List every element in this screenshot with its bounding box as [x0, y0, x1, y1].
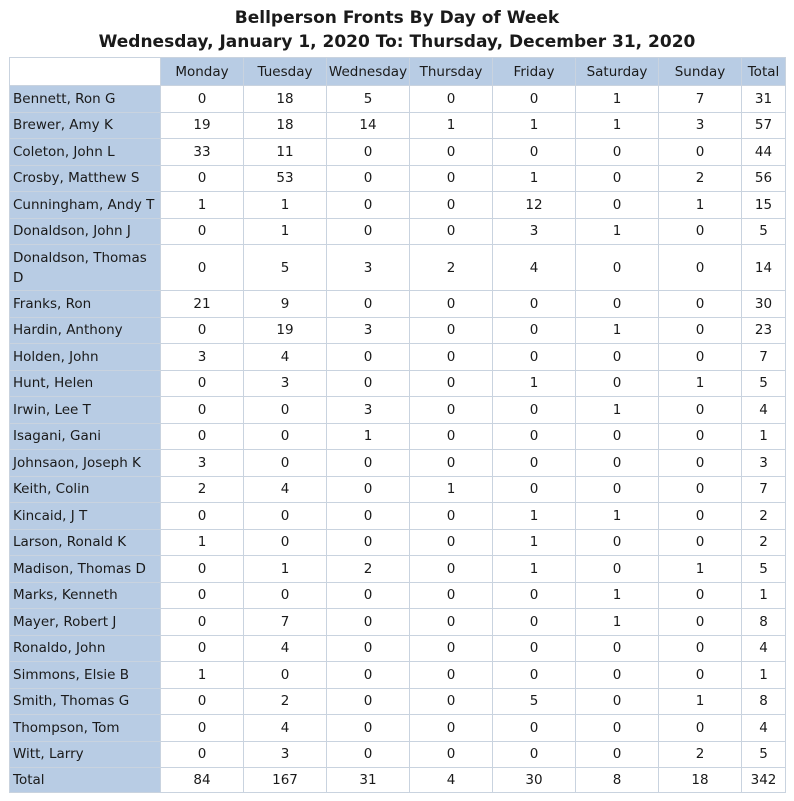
- report-title: Bellperson Fronts By Day of Week: [234, 8, 560, 28]
- value-cell: 0: [659, 529, 742, 556]
- value-cell: 1: [659, 556, 742, 583]
- value-cell: 0: [410, 715, 493, 742]
- row-name: Bennett, Ron G: [10, 86, 161, 113]
- value-cell: 0: [410, 556, 493, 583]
- table-row: [10, 556, 786, 583]
- value-cell: 1: [493, 112, 576, 139]
- value-cell: 18: [244, 112, 327, 139]
- value-cell: 2: [659, 165, 742, 192]
- value-cell: 0: [244, 423, 327, 450]
- value-cell: 0: [493, 291, 576, 318]
- total-cell: 8: [576, 768, 659, 793]
- table-row: [10, 370, 786, 397]
- value-cell: 0: [161, 423, 244, 450]
- value-cell: 11: [244, 139, 327, 166]
- value-cell: 0: [327, 662, 410, 689]
- value-cell: 0: [161, 317, 244, 344]
- value-cell: 1: [576, 609, 659, 636]
- value-cell: 0: [576, 476, 659, 503]
- row-name: Madison, Thomas D: [10, 556, 161, 583]
- value-cell: 0: [327, 218, 410, 245]
- value-cell: 56: [742, 165, 786, 192]
- value-cell: 0: [410, 609, 493, 636]
- value-cell: 5: [244, 245, 327, 291]
- row-name: Cunningham, Andy T: [10, 192, 161, 219]
- value-cell: 0: [161, 503, 244, 530]
- value-cell: 19: [161, 112, 244, 139]
- value-cell: 0: [659, 139, 742, 166]
- table-row: [10, 218, 786, 245]
- total-cell: 4: [410, 768, 493, 793]
- value-cell: 2: [742, 529, 786, 556]
- row-name: Keith, Colin: [10, 476, 161, 503]
- value-cell: 1: [244, 556, 327, 583]
- total-label: Total: [10, 768, 161, 793]
- table-row: [10, 582, 786, 609]
- table-row: [10, 476, 786, 503]
- value-cell: 0: [493, 86, 576, 113]
- value-cell: 4: [742, 715, 786, 742]
- value-cell: 0: [327, 741, 410, 768]
- value-cell: 2: [659, 741, 742, 768]
- value-cell: 19: [244, 317, 327, 344]
- value-cell: 1: [742, 582, 786, 609]
- value-cell: 0: [493, 450, 576, 477]
- value-cell: 8: [742, 688, 786, 715]
- value-cell: 0: [576, 529, 659, 556]
- value-cell: 3: [161, 450, 244, 477]
- row-name: Marks, Kenneth: [10, 582, 161, 609]
- value-cell: 0: [410, 218, 493, 245]
- value-cell: 3: [742, 450, 786, 477]
- value-cell: 0: [161, 609, 244, 636]
- value-cell: 0: [244, 503, 327, 530]
- value-cell: 0: [576, 344, 659, 371]
- value-cell: 0: [161, 370, 244, 397]
- value-cell: 0: [410, 635, 493, 662]
- row-name: Witt, Larry: [10, 741, 161, 768]
- value-cell: 12: [493, 192, 576, 219]
- value-cell: 33: [161, 139, 244, 166]
- value-cell: 0: [576, 741, 659, 768]
- value-cell: 7: [659, 86, 742, 113]
- table-row: [10, 529, 786, 556]
- value-cell: 0: [327, 139, 410, 166]
- row-name: Franks, Ron: [10, 291, 161, 318]
- table-row: [10, 139, 786, 166]
- value-cell: 0: [327, 529, 410, 556]
- value-cell: 3: [161, 344, 244, 371]
- value-cell: 0: [327, 688, 410, 715]
- value-cell: 5: [327, 86, 410, 113]
- table-row: [10, 291, 786, 318]
- value-cell: 0: [493, 344, 576, 371]
- value-cell: 0: [244, 450, 327, 477]
- value-cell: 1: [659, 370, 742, 397]
- value-cell: 0: [493, 476, 576, 503]
- value-cell: 0: [161, 86, 244, 113]
- value-cell: 2: [327, 556, 410, 583]
- value-cell: 0: [327, 344, 410, 371]
- value-cell: 1: [742, 662, 786, 689]
- value-cell: 0: [161, 715, 244, 742]
- row-name: Smith, Thomas G: [10, 688, 161, 715]
- value-cell: 7: [742, 476, 786, 503]
- value-cell: 0: [576, 556, 659, 583]
- value-cell: 0: [659, 450, 742, 477]
- value-cell: 1: [161, 192, 244, 219]
- value-cell: 1: [576, 582, 659, 609]
- value-cell: 1: [576, 112, 659, 139]
- value-cell: 0: [493, 317, 576, 344]
- total-cell: 342: [742, 768, 786, 793]
- value-cell: 0: [576, 688, 659, 715]
- value-cell: 0: [659, 582, 742, 609]
- value-cell: 1: [659, 688, 742, 715]
- value-cell: 1: [576, 503, 659, 530]
- value-cell: 1: [327, 423, 410, 450]
- value-cell: 0: [244, 662, 327, 689]
- value-cell: 4: [742, 397, 786, 424]
- table-row: [10, 503, 786, 530]
- row-name: Larson, Ronald K: [10, 529, 161, 556]
- value-cell: 1: [576, 397, 659, 424]
- table-row: [10, 165, 786, 192]
- value-cell: 0: [576, 139, 659, 166]
- table-row: [10, 86, 786, 113]
- value-cell: 15: [742, 192, 786, 219]
- value-cell: 57: [742, 112, 786, 139]
- row-name: Johnsaon, Joseph K: [10, 450, 161, 477]
- value-cell: 0: [161, 218, 244, 245]
- value-cell: 5: [742, 741, 786, 768]
- value-cell: 3: [327, 317, 410, 344]
- value-cell: 0: [161, 165, 244, 192]
- value-cell: 4: [493, 245, 576, 291]
- value-cell: 0: [659, 503, 742, 530]
- value-cell: 0: [410, 139, 493, 166]
- column-header: Friday: [493, 58, 576, 86]
- value-cell: 4: [244, 344, 327, 371]
- header-row: [10, 58, 786, 86]
- value-cell: 0: [327, 370, 410, 397]
- total-cell: 31: [327, 768, 410, 793]
- row-name: Kincaid, J T: [10, 503, 161, 530]
- value-cell: 0: [410, 397, 493, 424]
- value-cell: 0: [576, 423, 659, 450]
- value-cell: 0: [493, 139, 576, 166]
- value-cell: 0: [659, 715, 742, 742]
- row-name: Simmons, Elsie B: [10, 662, 161, 689]
- value-cell: 0: [659, 344, 742, 371]
- value-cell: 5: [742, 370, 786, 397]
- value-cell: 0: [327, 503, 410, 530]
- value-cell: 3: [244, 370, 327, 397]
- value-cell: 1: [244, 192, 327, 219]
- value-cell: 0: [244, 397, 327, 424]
- table-row: [10, 344, 786, 371]
- value-cell: 0: [410, 741, 493, 768]
- value-cell: 0: [576, 165, 659, 192]
- table-row: [10, 715, 786, 742]
- value-cell: 0: [327, 476, 410, 503]
- value-cell: 0: [327, 715, 410, 742]
- value-cell: 14: [327, 112, 410, 139]
- table-row: [10, 423, 786, 450]
- fronts-table: [9, 57, 786, 793]
- value-cell: 1: [493, 370, 576, 397]
- value-cell: 0: [327, 165, 410, 192]
- value-cell: 0: [327, 609, 410, 636]
- table-row: [10, 450, 786, 477]
- value-cell: 1: [576, 317, 659, 344]
- value-cell: 4: [742, 635, 786, 662]
- value-cell: 0: [410, 344, 493, 371]
- value-cell: 1: [493, 529, 576, 556]
- value-cell: 44: [742, 139, 786, 166]
- value-cell: 0: [493, 741, 576, 768]
- row-name: Hardin, Anthony: [10, 317, 161, 344]
- row-name: Isagani, Gani: [10, 423, 161, 450]
- header-corner: [10, 58, 161, 86]
- value-cell: 0: [576, 291, 659, 318]
- value-cell: 3: [327, 397, 410, 424]
- value-cell: 0: [659, 245, 742, 291]
- row-name: Donaldson, Thomas D: [10, 245, 161, 291]
- value-cell: 0: [161, 556, 244, 583]
- column-header: Thursday: [410, 58, 493, 86]
- value-cell: 0: [410, 165, 493, 192]
- value-cell: 23: [742, 317, 786, 344]
- table-row: [10, 112, 786, 139]
- row-name: Mayer, Robert J: [10, 609, 161, 636]
- value-cell: 1: [493, 165, 576, 192]
- table-row: [10, 662, 786, 689]
- value-cell: 0: [659, 291, 742, 318]
- table-row: [10, 192, 786, 219]
- value-cell: 8: [742, 609, 786, 636]
- value-cell: 5: [742, 218, 786, 245]
- value-cell: 31: [742, 86, 786, 113]
- value-cell: 5: [493, 688, 576, 715]
- value-cell: 3: [493, 218, 576, 245]
- value-cell: 1: [493, 503, 576, 530]
- value-cell: 1: [161, 529, 244, 556]
- total-cell: 167: [244, 768, 327, 793]
- value-cell: 0: [576, 662, 659, 689]
- value-cell: 21: [161, 291, 244, 318]
- value-cell: 4: [244, 476, 327, 503]
- value-cell: 5: [742, 556, 786, 583]
- value-cell: 1: [742, 423, 786, 450]
- value-cell: 0: [161, 741, 244, 768]
- total-row: [10, 768, 786, 793]
- value-cell: 0: [244, 582, 327, 609]
- value-cell: 0: [161, 245, 244, 291]
- table-row: [10, 317, 786, 344]
- value-cell: 0: [576, 635, 659, 662]
- column-header: Tuesday: [244, 58, 327, 86]
- row-name: Holden, John: [10, 344, 161, 371]
- value-cell: 0: [161, 688, 244, 715]
- row-name: Hunt, Helen: [10, 370, 161, 397]
- value-cell: 0: [659, 397, 742, 424]
- table-row: [10, 245, 786, 291]
- value-cell: 2: [410, 245, 493, 291]
- value-cell: 0: [327, 450, 410, 477]
- table-row: [10, 397, 786, 424]
- value-cell: 30: [742, 291, 786, 318]
- value-cell: 1: [493, 556, 576, 583]
- value-cell: 0: [576, 192, 659, 219]
- value-cell: 2: [161, 476, 244, 503]
- value-cell: 7: [742, 344, 786, 371]
- value-cell: 1: [244, 218, 327, 245]
- value-cell: 0: [327, 291, 410, 318]
- value-cell: 0: [659, 218, 742, 245]
- value-cell: 1: [410, 112, 493, 139]
- row-name: Crosby, Matthew S: [10, 165, 161, 192]
- report-subtitle: Wednesday, January 1, 2020 To: Thursday, December 31, 2020: [98, 32, 696, 52]
- value-cell: 0: [327, 635, 410, 662]
- value-cell: 0: [493, 609, 576, 636]
- value-cell: 0: [576, 370, 659, 397]
- value-cell: 4: [244, 635, 327, 662]
- value-cell: 3: [659, 112, 742, 139]
- value-cell: 0: [410, 370, 493, 397]
- table-row: [10, 635, 786, 662]
- column-header: Wednesday: [327, 58, 410, 86]
- row-name: Donaldson, John J: [10, 218, 161, 245]
- value-cell: 1: [576, 218, 659, 245]
- value-cell: 0: [161, 397, 244, 424]
- row-name: Irwin, Lee T: [10, 397, 161, 424]
- value-cell: 0: [410, 291, 493, 318]
- value-cell: 0: [410, 688, 493, 715]
- total-cell: 30: [493, 768, 576, 793]
- value-cell: 0: [410, 423, 493, 450]
- value-cell: 0: [659, 635, 742, 662]
- value-cell: 0: [410, 529, 493, 556]
- value-cell: 0: [493, 662, 576, 689]
- value-cell: 0: [161, 635, 244, 662]
- value-cell: 14: [742, 245, 786, 291]
- value-cell: 0: [659, 662, 742, 689]
- value-cell: 0: [576, 450, 659, 477]
- value-cell: 3: [327, 245, 410, 291]
- total-cell: 18: [659, 768, 742, 793]
- value-cell: 0: [410, 450, 493, 477]
- value-cell: 0: [327, 582, 410, 609]
- value-cell: 1: [576, 86, 659, 113]
- value-cell: 18: [244, 86, 327, 113]
- value-cell: 53: [244, 165, 327, 192]
- row-name: Coleton, John L: [10, 139, 161, 166]
- column-header: Saturday: [576, 58, 659, 86]
- row-name: Thompson, Tom: [10, 715, 161, 742]
- value-cell: 0: [410, 662, 493, 689]
- value-cell: 3: [244, 741, 327, 768]
- column-header: Total: [742, 58, 786, 86]
- table-row: [10, 688, 786, 715]
- value-cell: 0: [493, 715, 576, 742]
- value-cell: 9: [244, 291, 327, 318]
- value-cell: 0: [493, 423, 576, 450]
- value-cell: 2: [244, 688, 327, 715]
- value-cell: 7: [244, 609, 327, 636]
- column-header: Sunday: [659, 58, 742, 86]
- value-cell: 1: [659, 192, 742, 219]
- value-cell: 0: [659, 476, 742, 503]
- table-row: [10, 609, 786, 636]
- value-cell: 0: [410, 86, 493, 113]
- value-cell: 0: [410, 192, 493, 219]
- value-cell: 0: [410, 503, 493, 530]
- column-header: Monday: [161, 58, 244, 86]
- value-cell: 0: [244, 529, 327, 556]
- value-cell: 0: [410, 582, 493, 609]
- value-cell: 1: [410, 476, 493, 503]
- value-cell: 0: [493, 635, 576, 662]
- row-name: Ronaldo, John: [10, 635, 161, 662]
- value-cell: 0: [576, 245, 659, 291]
- value-cell: 1: [161, 662, 244, 689]
- value-cell: 0: [576, 715, 659, 742]
- table-row: [10, 741, 786, 768]
- value-cell: 0: [161, 582, 244, 609]
- total-cell: 84: [161, 768, 244, 793]
- value-cell: 0: [493, 397, 576, 424]
- value-cell: 0: [410, 317, 493, 344]
- value-cell: 0: [327, 192, 410, 219]
- value-cell: 0: [659, 423, 742, 450]
- value-cell: 4: [244, 715, 327, 742]
- value-cell: 2: [742, 503, 786, 530]
- row-name: Brewer, Amy K: [10, 112, 161, 139]
- value-cell: 0: [493, 582, 576, 609]
- value-cell: 0: [659, 609, 742, 636]
- value-cell: 0: [659, 317, 742, 344]
